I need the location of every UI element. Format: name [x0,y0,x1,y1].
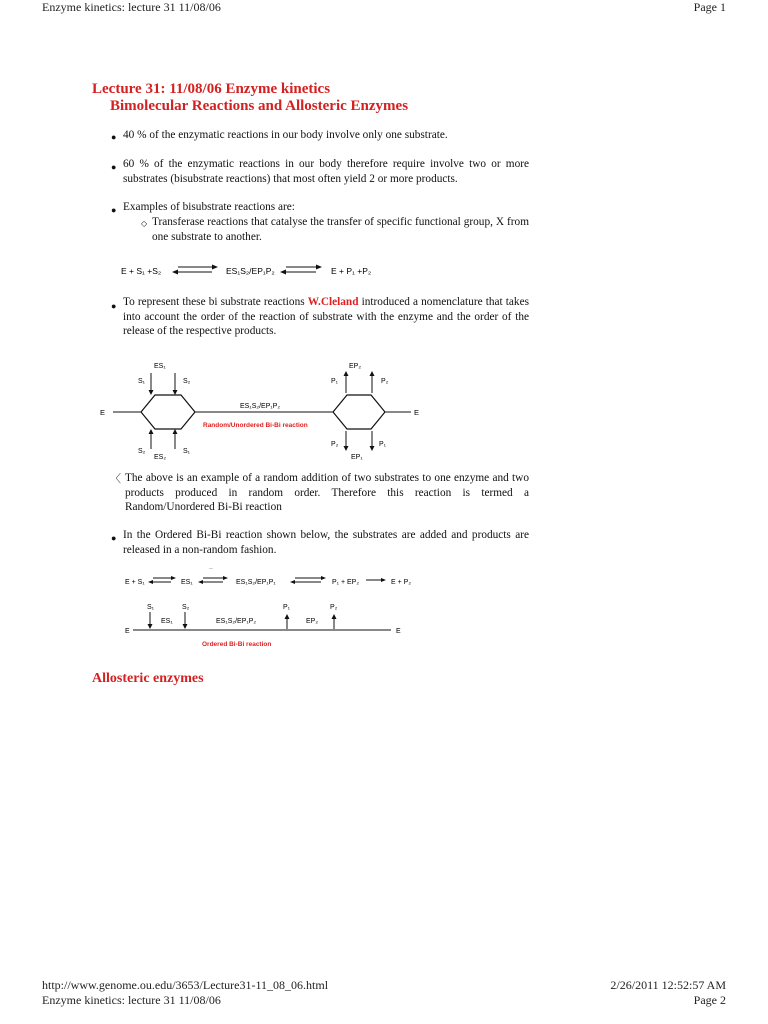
diag2-e-right: E [396,628,401,635]
forward-arrow-icon [366,578,386,582]
footer-doc-title: Enzyme kinetics: lecture 31 11/08/06 [42,993,221,1007]
diag2-s2: S₂ [182,604,190,611]
paragraph-5: The above is an example of a random addition of two substrates to one enzyme and two products produced in random order. Therefore this reaction is termed a Random/Unordered Bi-Bi reaction [125,472,529,514]
equation-1 [110,258,540,284]
paragraph-4 [123,295,529,339]
bullet-icon: ● [111,132,117,142]
diag1-p2-bottom: P₂ [331,441,339,448]
eq2-d: P₁ + EP₂ [332,579,360,586]
bullet-icon: ● [111,205,117,215]
diag2-center-label: ES₁S₂/EP₁P₂ [216,618,257,625]
diag2-caption: Ordered Bi-Bi reaction [202,641,272,648]
paragraph-2: 60 % of the enzymatic reactions in our body therefore require involve two or more substrates (bisubstrate reactions) that most often yield 2 or more products. [123,158,529,185]
diag1-ep1: EP₁ [351,454,363,461]
paragraph-6: In the Ordered Bi-Bi reaction shown below, the substrates are added and products are released in a non-random fashion. [123,529,529,556]
eq1-left: E + S₁ +S₂ [121,266,162,276]
enzyme-hexagon-left [141,395,195,429]
paragraph-1: 40 % of the enzymatic reactions in our body involve only one substrate. [123,129,448,141]
header-page-number: Page 1 [693,0,726,14]
eq2-tick: ·· [209,566,213,572]
equilibrium-arrow-icon [198,576,228,584]
diag1-s2-bottom: S₂ [138,448,146,455]
diag1-e-left: E [100,408,106,417]
paragraph-3-sub: Transferase reactions that catalyse the transfer of specific functional group, X from one substrate to another. [152,216,529,243]
diag1-caption: Random/Unordered Bi-Bi reaction [203,422,308,429]
section-heading-allosteric: Allosteric enzymes [92,671,204,686]
eq2-b: ES₁ [181,579,193,586]
eq2-e: E + P₂ [391,579,412,586]
page-subtitle: Bimolecular Reactions and Allosteric Enzymes [110,98,409,114]
diag1-center-label: ES₁S₂/EP₁P₂ [240,403,281,410]
diag2-p2: P₂ [330,604,338,611]
page-title: Lecture 31: 11/08/06 Enzyme kinetics [92,81,331,97]
eq2-a: E + S₁ [125,579,145,586]
equation-2 [115,564,425,594]
eq2-c: ES₁S₂/EP₁P₁ [236,579,276,586]
diag1-p1-bottom: P₁ [379,441,387,448]
diag1-es2: ES₂ [154,454,167,461]
diag1-s2-top: S₂ [183,378,191,385]
diag1-ep2: EP₂ [349,363,362,370]
diag2-p1: P₁ [283,604,291,611]
paragraph-4-before: To represent these bi substrate reactions [123,296,308,308]
bullet-icon: ● [111,301,117,311]
footer-url[interactable]: http://www.genome.ou.edu/3653/Lecture31-11_08_06.html [42,978,329,992]
diamond-bullet-icon: ◇ [141,219,148,228]
diag1-s1-top: S₁ [138,378,146,385]
footer-datetime: 2/26/2011 12:52:57 AM [610,978,726,992]
diag2-es1: ES₁ [161,618,173,625]
random-bibi-diagram [95,355,535,465]
bullet-icon: ● [111,533,117,543]
paragraph-3: Examples of bisubstrate reactions are: [123,201,295,213]
bullet-icon: ● [111,162,117,172]
paragraph-4-after: introduced a nomenclature that takes into account the order of the reaction of substrate with the enzyme and the order of the release of the respective products. [123,296,529,338]
diag2-ep2: EP₂ [306,618,319,625]
diag2-e-left: E [125,628,130,635]
equilibrium-arrow-icon [290,576,326,584]
diag1-e-right: E [414,408,420,417]
diag1-s1-bottom: S₁ [183,448,191,455]
eq1-mid: ES₁S₂/EP₁P₂ [226,266,275,276]
equilibrium-arrow-icon [172,265,218,275]
footer-page-number: Page 2 [693,993,726,1007]
diag1-p1-top: P₁ [331,378,339,385]
header-doc-title: Enzyme kinetics: lecture 31 11/08/06 [42,0,221,14]
eq1-right: E + P₁ +P₂ [331,266,372,276]
enzyme-hexagon-right [333,395,385,429]
cleland-name: W.Cleland [307,296,359,308]
diag1-p2-top: P₂ [381,378,389,385]
ordered-bibi-diagram [115,598,415,650]
angle-bracket-icon: 〈 [110,473,121,485]
equilibrium-arrow-icon [280,265,322,275]
equilibrium-arrow-icon [148,576,176,584]
diag1-es1: ES₁ [154,363,166,370]
diag2-s1: S₁ [147,604,155,611]
